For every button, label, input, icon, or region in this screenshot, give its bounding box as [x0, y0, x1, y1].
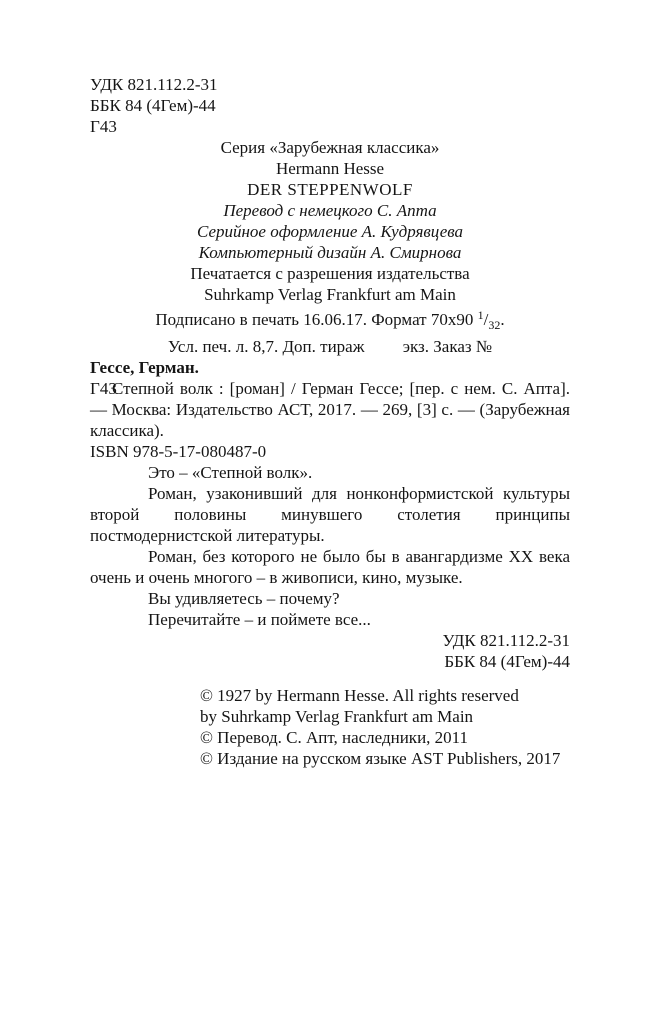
copyright-line: © 1927 by Hermann Hesse. All rights reserved	[200, 686, 519, 705]
original-author: Hermann Hesse	[275, 159, 385, 178]
bbk-code-bottom: ББК 84 (4Гем)-44	[444, 652, 570, 671]
bbk-code: ББК 84 (4Гем)-44	[90, 96, 216, 115]
original-title: DER STEPPENWOLF	[247, 180, 413, 199]
publisher-name: Suhrkamp Verlag Frankfurt am Main	[204, 285, 456, 304]
copyright-line: © Издание на русском языке AST Publishers, 2017	[200, 749, 561, 768]
udk-code: УДК 821.112.2-31	[90, 75, 218, 94]
catalog-entry-text: Степной волк : [роман] / Герман Гессе; [пер. с нем. С. Апта]. — Москва: Издательство АСТ, 2017. — 269, [3] с. — (Зарубежная классика).	[90, 379, 570, 440]
annotation-paragraph: Вы удивляетесь – почему?	[148, 589, 340, 608]
author-sign: Г43	[90, 117, 117, 136]
print-info-suffix: .	[500, 310, 505, 329]
copyright-line: © Перевод. С. Апт, наследники, 2011	[200, 728, 469, 747]
permission-line: Печатается с разрешения издательства	[190, 264, 470, 283]
catalog-code: Г43	[90, 379, 117, 398]
annotation-paragraph: Это – «Степной волк».	[148, 463, 313, 482]
catalog-author-heading: Гессе, Герман.	[90, 358, 199, 377]
annotation-paragraph: Роман, узаконивший для нонконформистской культуры второй половины минувшего столетия принципы постмодернистской литературы.	[90, 484, 570, 545]
computer-design-credit: Компьютерный дизайн А. Смирнова	[198, 243, 462, 262]
annotation-paragraph: Перечитайте – и поймете все...	[148, 610, 371, 629]
print-run-line: Усл. печ. л. 8,7. Доп. тираж экз. Заказ №	[167, 337, 493, 356]
copyright-line: by Suhrkamp Verlag Frankfurt am Main	[200, 707, 474, 726]
annotation-block	[90, 462, 570, 630]
print-info-prefix: Подписано в печать 16.06.17. Формат 70х90	[155, 310, 478, 329]
udk-code-bottom: УДК 821.112.2-31	[442, 631, 570, 650]
isbn-line: ISBN 978-5-17-080487-0	[90, 442, 267, 461]
translator-credit: Перевод с немецкого С. Апта	[223, 201, 437, 220]
print-info-line	[90, 305, 570, 336]
format-fraction-slash: /	[483, 310, 489, 329]
annotation-paragraph: Роман, без которого не было бы в авангардизме XX века очень и очень многого – в живописи, кино, музыке.	[90, 547, 570, 587]
series-title: Серия «Зарубежная классика»	[220, 138, 440, 157]
copyright-block	[200, 685, 570, 769]
series-designer-credit: Серийное оформление А. Кудрявцева	[196, 222, 463, 241]
format-fraction-numerator: 1	[477, 308, 484, 322]
format-fraction-denominator: 32	[488, 318, 501, 332]
text-block	[90, 74, 570, 769]
catalog-entry	[90, 378, 570, 441]
